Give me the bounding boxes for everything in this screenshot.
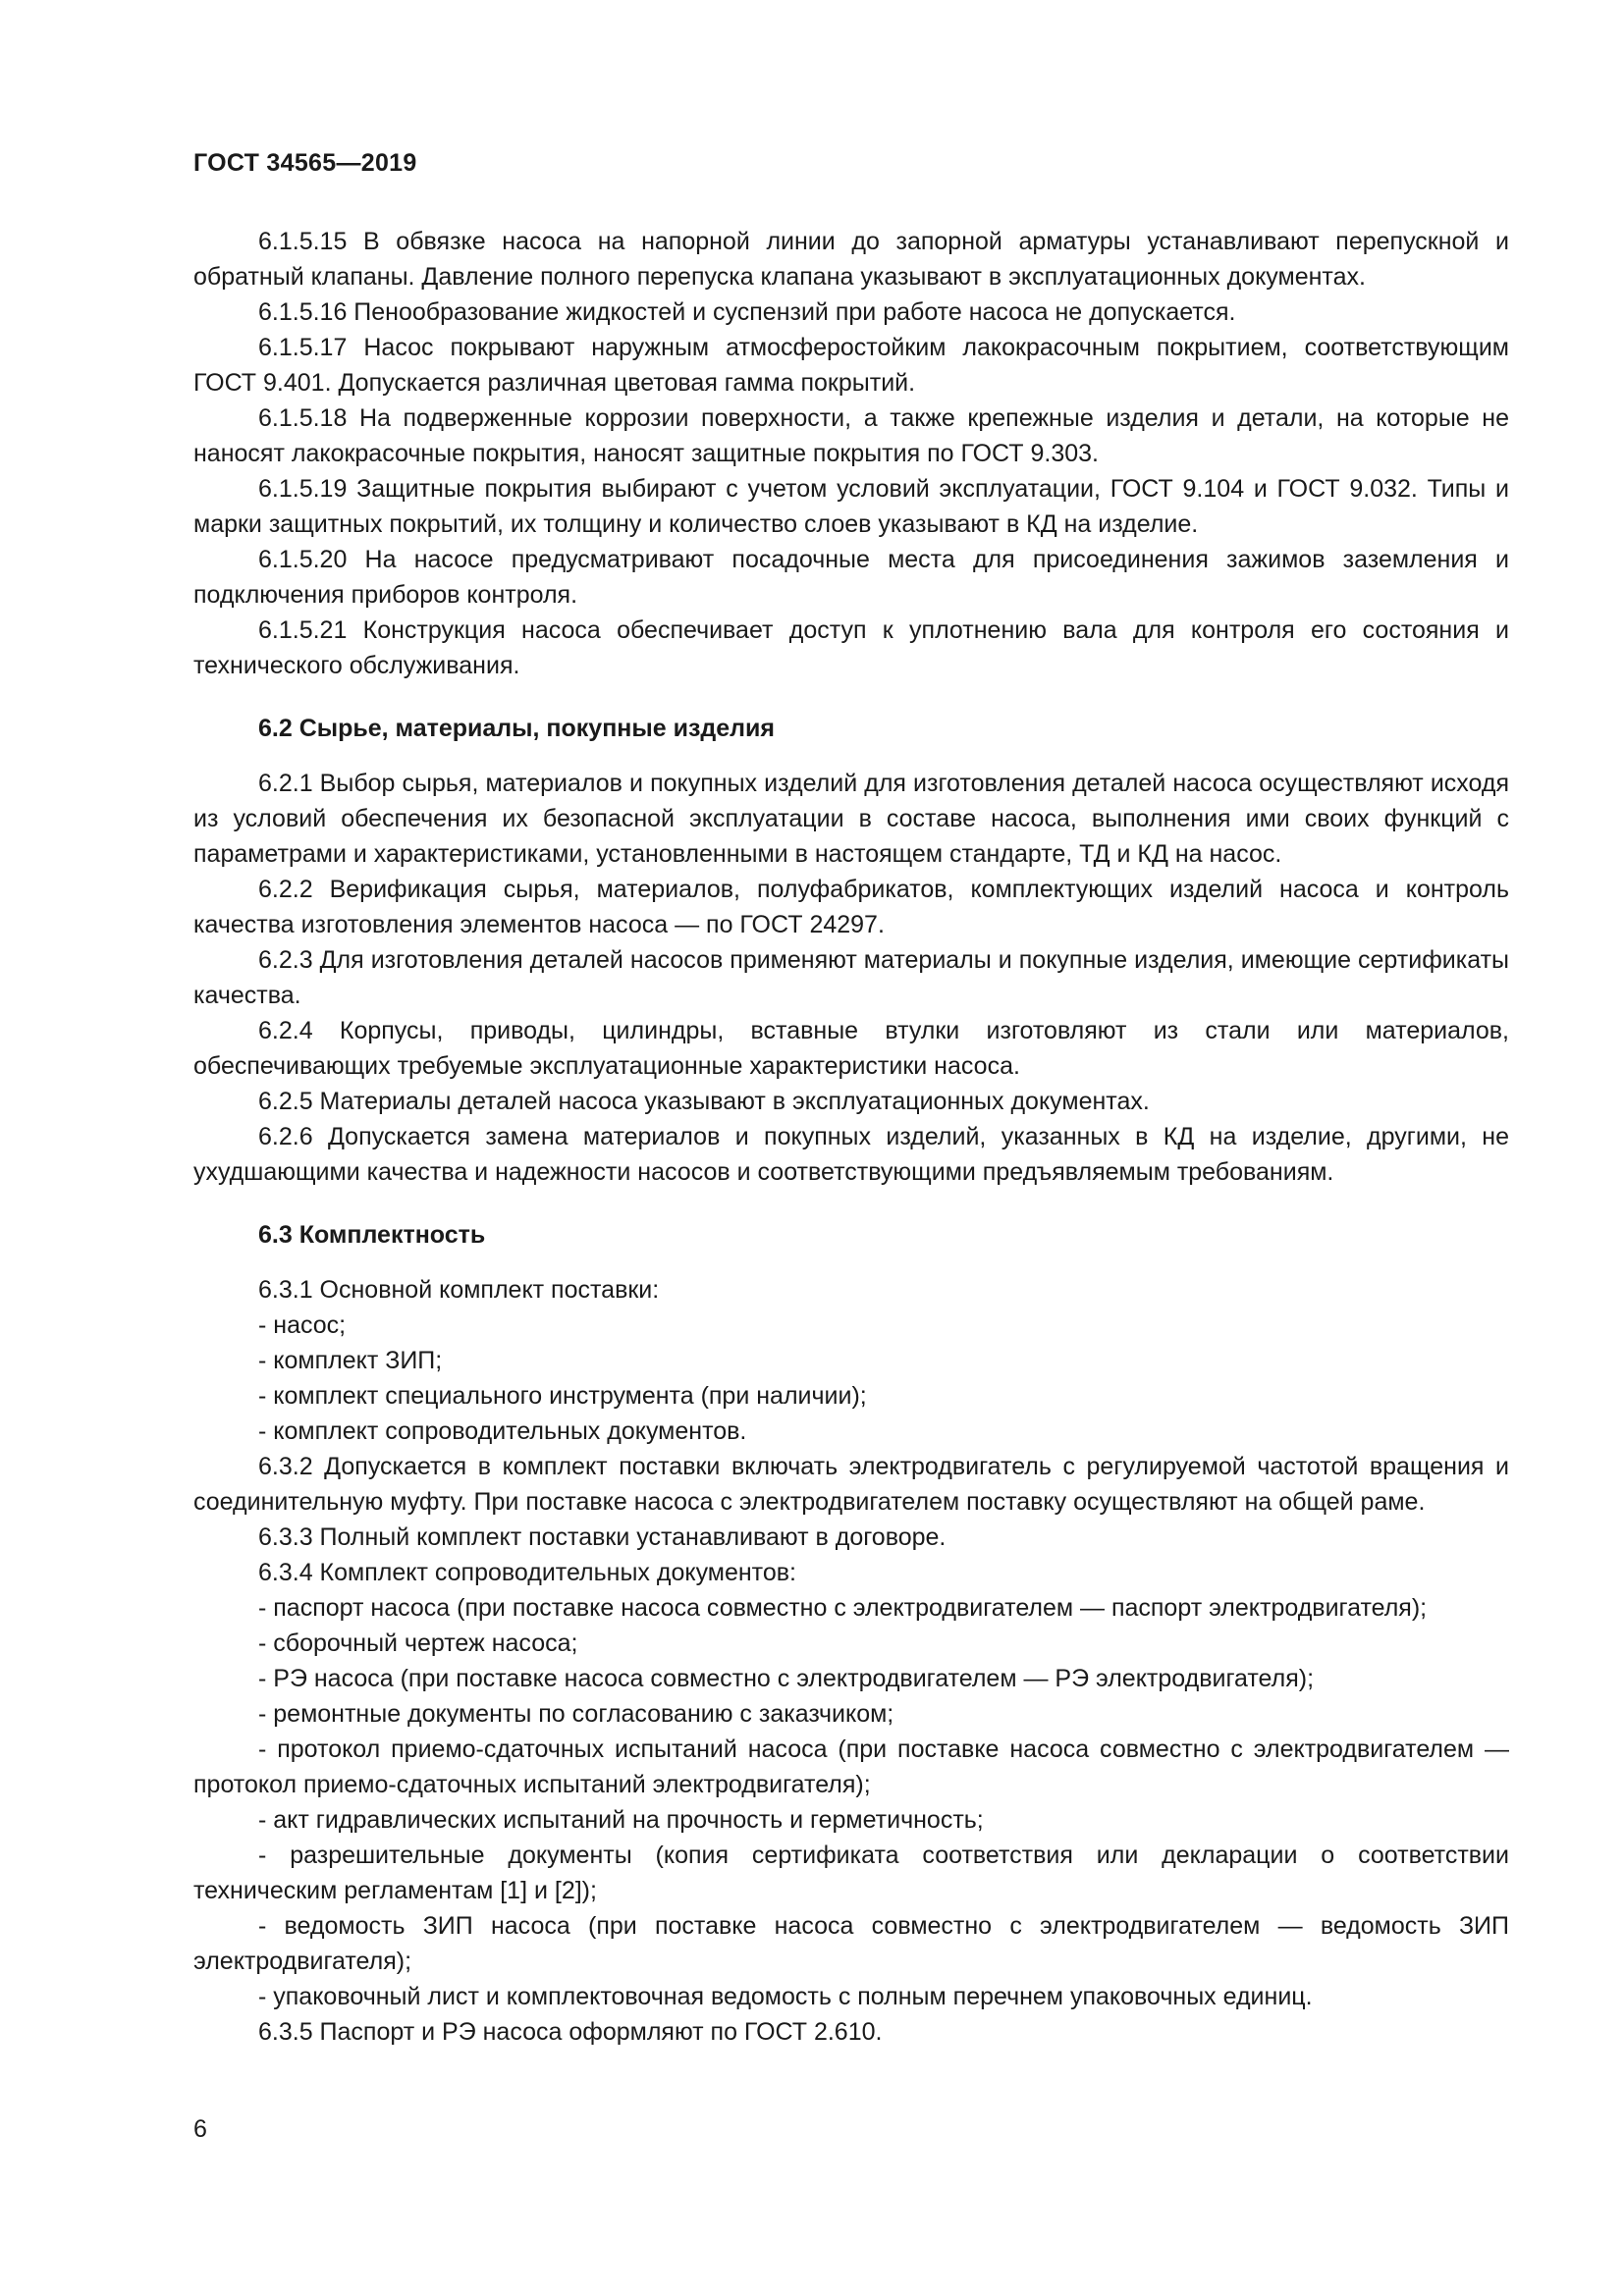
list-item: - сборочный чертеж насоса; xyxy=(258,1629,578,1657)
paragraph-6-2-6: 6.2.6 Допускается замена материалов и покупных изделий, указанных в КД на изделие, другими, не ухудшающими качества и надежности насосов и соответствующими предъявляемым требованиям. xyxy=(193,1123,1509,1186)
paragraph-6-1-5-16: 6.1.5.16 Пенообразование жидкостей и суспензий при работе насоса не допускается. xyxy=(258,298,1236,326)
list-item: - насос; xyxy=(258,1311,347,1339)
paragraph-6-2-3: 6.2.3 Для изготовления деталей насосов применяют материалы и покупные изделия, имеющие сертификаты качества. xyxy=(193,946,1509,1009)
list-item: - упаковочный лист и комплектовочная ведомость с полным перечнем упаковочных единиц. xyxy=(258,1983,1313,2010)
list-item: - ведомость ЗИП насоса (при поставке насоса совместно с электродвигателем — ведомость ЗИП электродвигателя); xyxy=(193,1912,1509,1975)
paragraph-6-1-5-19: 6.1.5.19 Защитные покрытия выбирают с учетом условий эксплуатации, ГОСТ 9.104 и ГОСТ 9.032. Типы и марки защитных покрытий, их толщину и количество слоев указывают в КД на изделие. xyxy=(193,475,1509,538)
paragraph-6-2-1: 6.2.1 Выбор сырья, материалов и покупных изделий для изготовления деталей насоса осуществляют исходя из условий обеспечения их безопасной эксплуатации в составе насоса, выполнения ими своих функций с параметрами и характеристиками, установленными в настоящем стандарте, ТД и КД на насос. xyxy=(193,770,1509,868)
section-heading-6-3: 6.3 Комплектность xyxy=(258,1221,486,1249)
paragraph-6-3-2: 6.3.2 Допускается в комплект поставки включать электродвигатель с регулируемой частотой вращения и соединительную муфту. При поставке насоса с электродвигателем поставку осуществляют на общей раме. xyxy=(193,1453,1509,1516)
list-item: - акт гидравлических испытаний на прочность и герметичность; xyxy=(258,1806,984,1834)
list-item: - комплект специального инструмента (при наличии); xyxy=(258,1382,867,1410)
paragraph-6-2-4: 6.2.4 Корпусы, приводы, цилиндры, вставные втулки изготовляют из стали или материалов, обеспечивающих требуемые эксплуатационные характеристики насоса. xyxy=(193,1017,1509,1080)
document-body xyxy=(193,224,1509,2050)
list-item: - РЭ насоса (при поставке насоса совместно с электродвигателем — РЭ электродвигателя); xyxy=(258,1665,1315,1692)
paragraph-6-1-5-18: 6.1.5.18 На подверженные коррозии поверхности, а также крепежные изделия и детали, на которые не наносят лакокрасочные покрытия, наносят защитные покрытия по ГОСТ 9.303. xyxy=(193,404,1509,467)
list-item: - разрешительные документы (копия сертификата соответствия или декларации о соответствии техническим регламентам [1] и [2]); xyxy=(193,1842,1509,1904)
list-item: - комплект сопроводительных документов. xyxy=(258,1417,747,1445)
section-heading-6-2: 6.2 Сырье, материалы, покупные изделия xyxy=(258,715,776,742)
paragraph-6-1-5-20: 6.1.5.20 На насосе предусматривают посадочные места для присоединения зажимов заземления и подключения приборов контроля. xyxy=(193,546,1509,609)
list-item: - ремонтные документы по согласованию с заказчиком; xyxy=(258,1700,894,1728)
list-item: - паспорт насоса (при поставке насоса совместно с электродвигателем — паспорт электродвигателя); xyxy=(258,1594,1428,1622)
document-header: ГОСТ 34565—2019 xyxy=(193,149,417,177)
paragraph-6-3-5: 6.3.5 Паспорт и РЭ насоса оформляют по ГОСТ 2.610. xyxy=(258,2018,883,2046)
list-item: - комплект ЗИП; xyxy=(258,1347,443,1374)
page-number: 6 xyxy=(193,2115,207,2143)
paragraph-6-1-5-15: 6.1.5.15 В обвязке насоса на напорной линии до запорной арматуры устанавливают перепускной и обратный клапаны. Давление полного перепуска клапана указывают в эксплуатационных документах. xyxy=(193,228,1509,291)
paragraph-6-2-5: 6.2.5 Материалы деталей насоса указывают в эксплуатационных документах. xyxy=(258,1088,1150,1115)
paragraph-6-1-5-21: 6.1.5.21 Конструкция насоса обеспечивает доступ к уплотнению вала для контроля его состояния и технического обслуживания. xyxy=(193,616,1509,679)
paragraph-6-3-4: 6.3.4 Комплект сопроводительных документов: xyxy=(258,1559,796,1586)
paragraph-6-1-5-17: 6.1.5.17 Насос покрывают наружным атмосферостойким лакокрасочным покрытием, соответствующим ГОСТ 9.401. Допускается различная цветовая гамма покрытий. xyxy=(193,334,1509,397)
paragraph-6-3-3: 6.3.3 Полный комплект поставки устанавливают в договоре. xyxy=(258,1523,947,1551)
paragraph-6-2-2: 6.2.2 Верификация сырья, материалов, полуфабрикатов, комплектующих изделий насоса и контроль качества изготовления элементов насоса — по ГОСТ 24297. xyxy=(193,876,1509,938)
paragraph-6-3-1: 6.3.1 Основной комплект поставки: xyxy=(258,1276,660,1304)
list-item: - протокол приемо-сдаточных испытаний насоса (при поставке насоса совместно с электродвигателем — протокол приемо-сдаточных испытаний электродвигателя); xyxy=(193,1735,1509,1798)
